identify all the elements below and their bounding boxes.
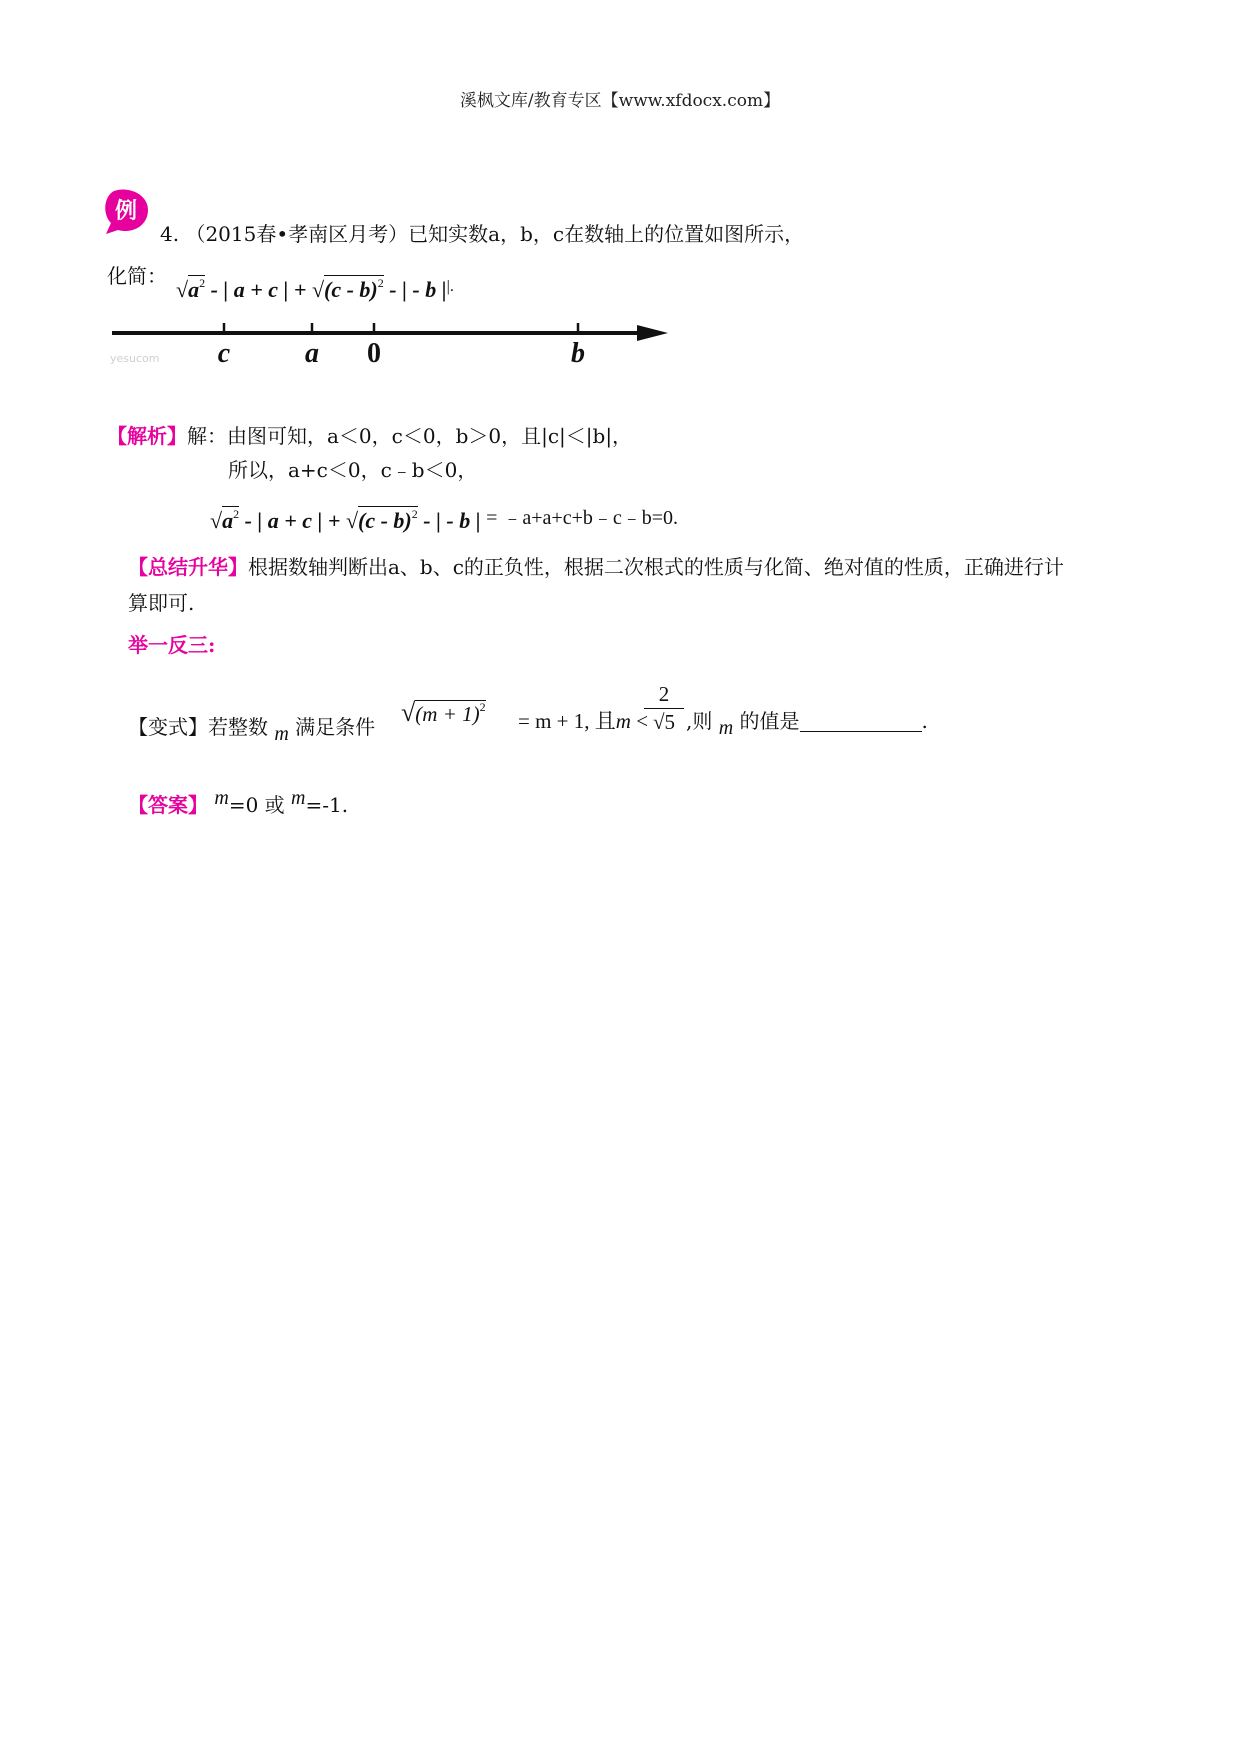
fraction-denominator: 5 [664,710,676,734]
summary-text-1: 根据数轴判断出a、b、c的正负性，根据二次根式的性质与化简、绝对值的性质，正确进行计 [248,555,1064,579]
question-line-1 [160,219,804,249]
variant-condition: $√(m + 1)^2$ [401,698,486,727]
variant-label: 【变式】 [128,715,208,739]
analysis-result: = ﹣a+a+c+b﹣c﹣b=0. [486,507,679,529]
question-expression: $√a^2$ - | a + c | + √(c - b)$^2$ - | - b ||. [176,276,454,302]
sqrt-sign: √ [176,277,189,302]
summary-line-2: 算即可. [128,591,195,615]
label-0: 0 [367,338,381,369]
figure-watermark: yesucom [110,352,160,365]
label-c: c [217,338,231,369]
label-a: a [305,338,319,369]
sqrt-sign: √ [311,277,325,302]
fraction-numerator: 2 [658,682,670,706]
variant-fraction: 2 √5 [644,682,684,735]
analysis-line-1 [107,421,632,451]
variant-line: 【变式】若整数 m 满足条件 [128,715,376,745]
answer-label: 【答案】 [128,793,208,817]
example-number: 4. [160,222,180,246]
answer-line: 【答案】 m=0 或 m=-1. [128,787,349,817]
number-line-arrow [637,325,668,341]
example-badge-char: 例 [114,199,138,224]
page-header: 溪枫文库/教育专区【www.xfdocx.com】 [459,91,781,111]
analysis-expression: $√a^2$ - | a + c | + √(c - b)$^2$ - | - b | = ﹣a+a+c+b﹣c﹣b=0. [210,507,679,533]
example-badge-icon [104,188,150,234]
label-b: b [571,338,585,369]
expr-abs-ac: - | a + c | + [210,277,307,302]
number-line-figure [110,315,670,375]
analysis-line-2: 所以，a+c＜0，c﹣b＜0， [228,458,478,482]
answer-blank[interactable] [800,709,922,732]
expr-abs-b: - | - b | [389,277,447,302]
analysis-label: 【解析】 [107,424,187,448]
question-text: （2015春•孝南区月考）已知实数a，b，c在数轴上的位置如图所示， [185,222,805,246]
variant-tail: ,则 m 的值是 . [686,709,928,739]
variant-equation: = m + 1, 且m < [518,709,649,733]
summary-label: 【总结升华】 [128,555,248,579]
variant-var-m: m [274,723,289,745]
analysis-text-1: 解：由图可知，a＜0，c＜0，b＞0，且|c|＜|b|， [187,424,633,448]
question-prefix: 化简： [107,264,167,288]
practice-heading: 举一反三: [128,633,216,657]
summary-line-1 [128,552,1064,582]
